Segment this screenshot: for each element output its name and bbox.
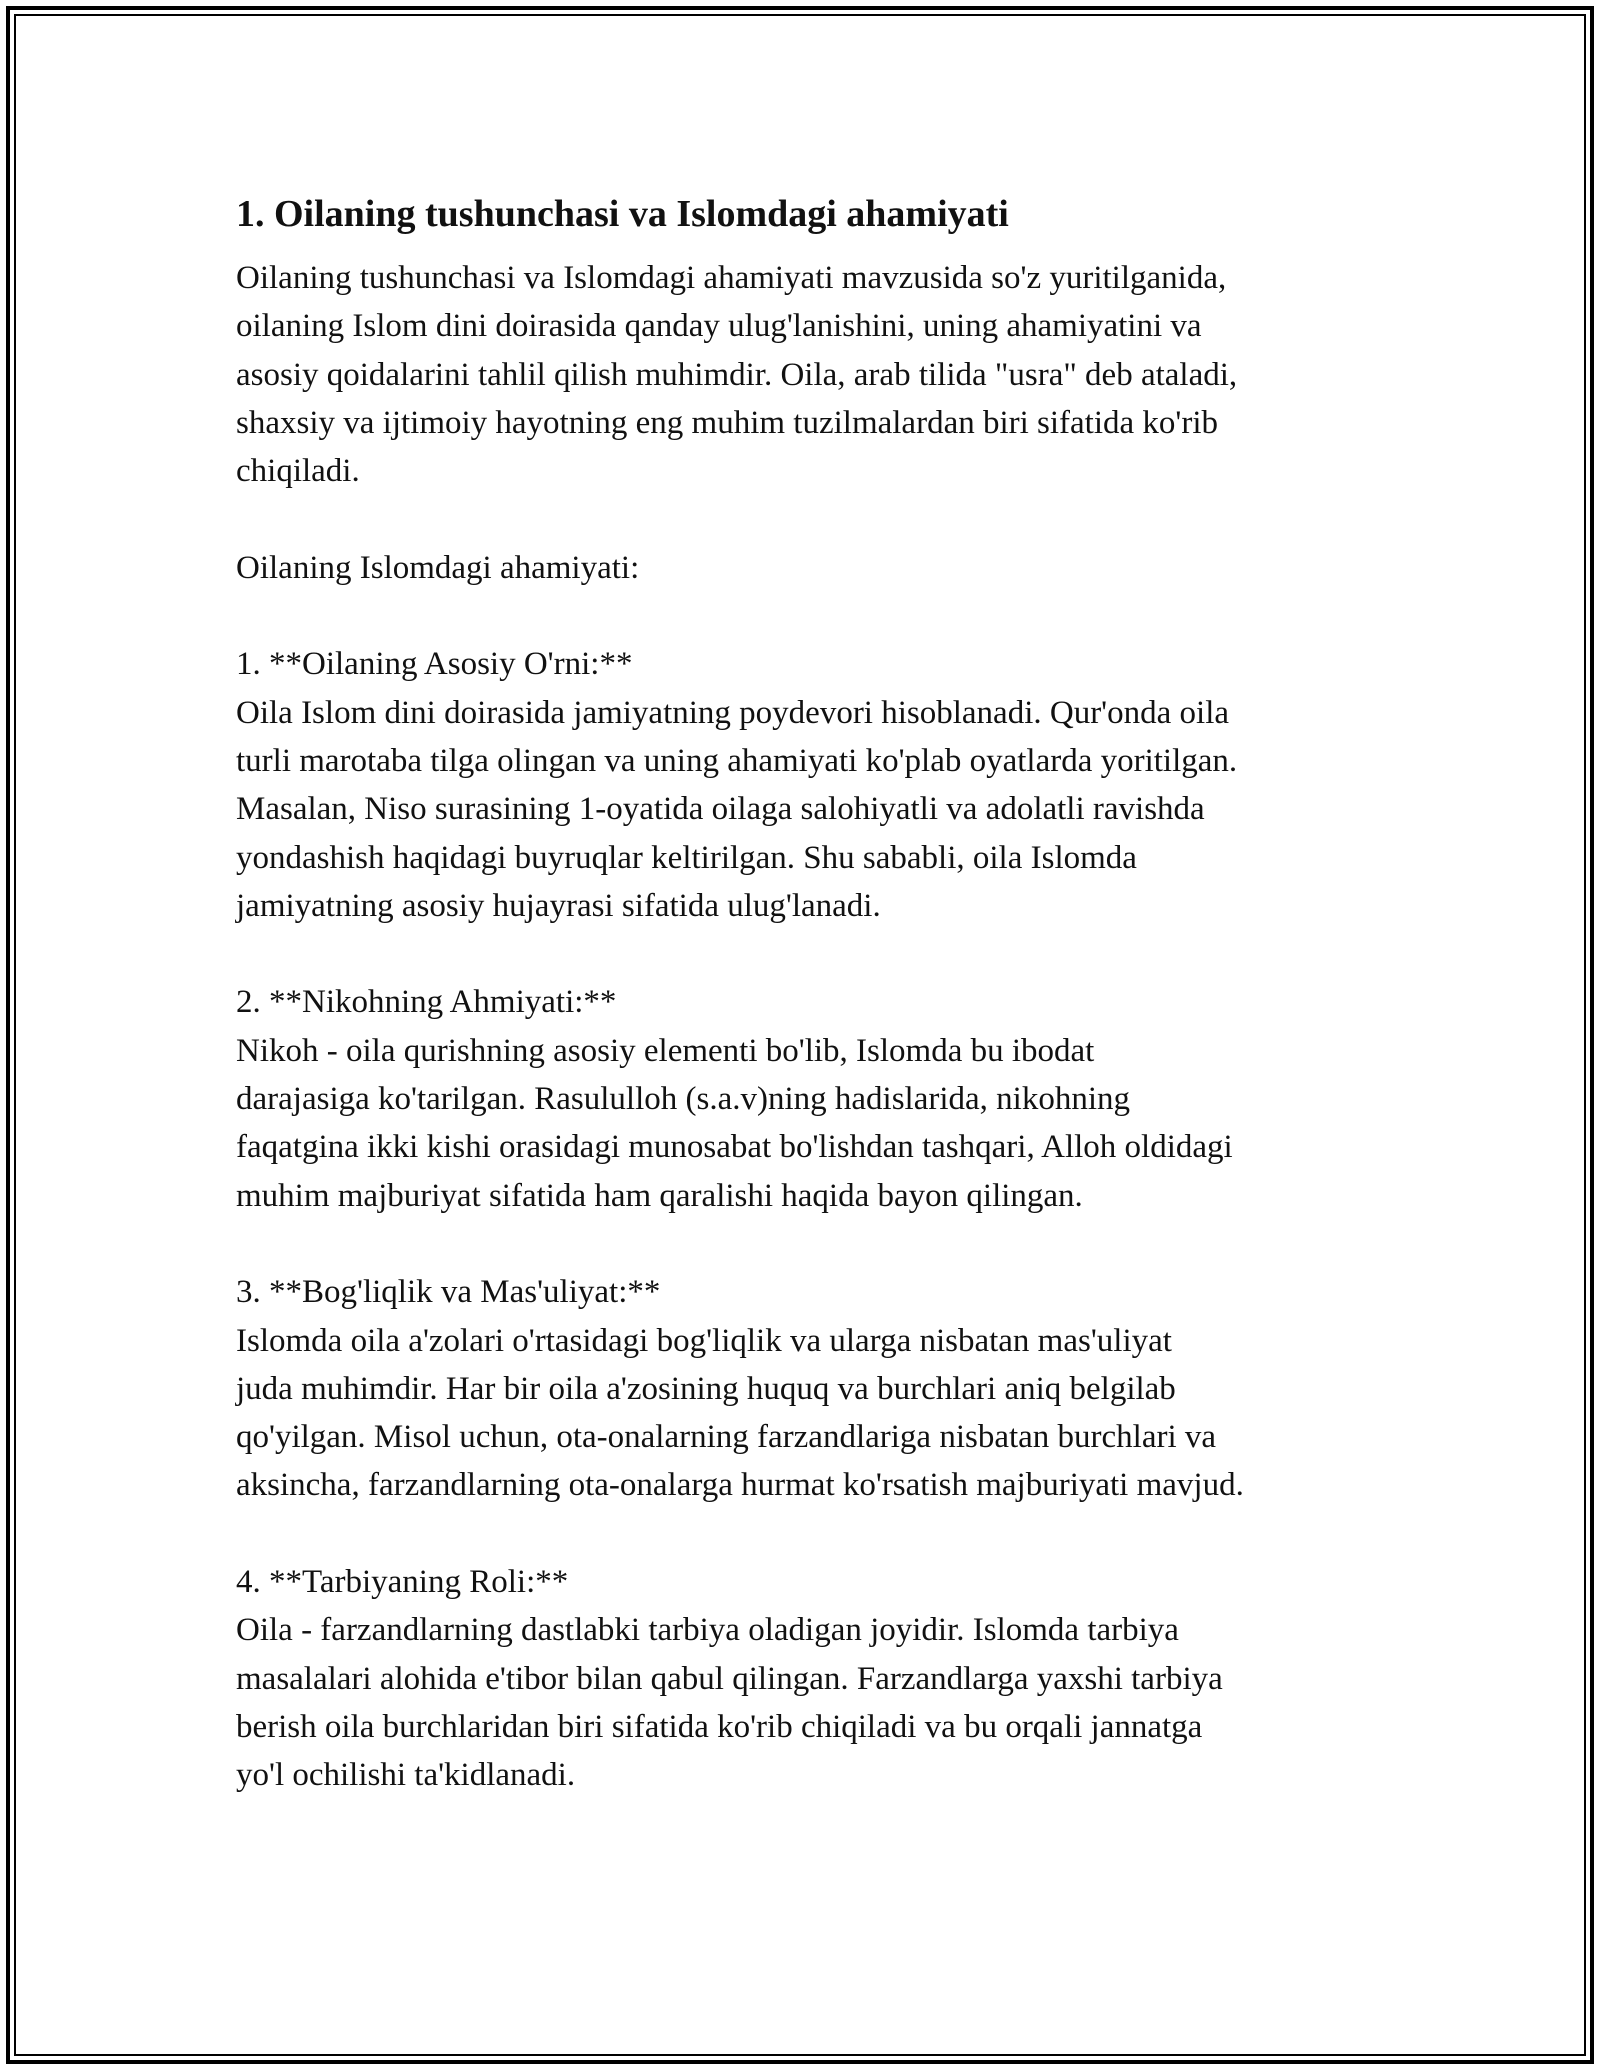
document-content bbox=[236, 186, 1386, 1800]
document-title: 1. Oilaning tushunchasi va Islomdagi ahamiyati bbox=[236, 193, 1009, 235]
document-body: Oilaning tushunchasi va Islomdagi ahamiyati mavzusida so'z yuritilganida, oilaning Islom dini doirasida qanday ulug'lanishini, uning ahamiyatini va asosiy qoidalarini tahlil qilish muhimdir. Oila, arab tilida "usra" deb ataladi, shaxsiy va ijtimoiy hayotning eng muhim tuzilmalardan biri sifatida ko'rib chiqiladi. Oilaning Islomdagi ahamiyati: 1. **Oilaning Asosiy O'rni:** Oila Islom dini doirasida jamiyatning poydevori hisoblanadi. Qur'onda oila turli marotaba tilga olingan va uning ahamiyati ko'plab oyatlarda yoritilgan. Masalan, Niso surasining 1-oyatida oilaga salohiyatli va adolatli ravishda yondashish haqidagi buyruqlar keltirilgan. Shu sababli, oila Islomda jamiyatning asosiy hujayrasi sifatida ulug'lanadi. 2. **Nikohning Ahmiyati:** Nikoh - oila qurishning asosiy elementi bo'lib, Islomda bu ibodat darajasiga ko'tarilgan. Rasululloh (s.a.v)ning hadislarida, nikohning faqatgina ikki kishi orasidagi munosabat bo'lishdan tashqari, Alloh oldidagi muhim majburiyat sifatida ham qaralishi haqida bayon qilingan. 3. **Bog'liqlik va Mas'uliyat:** Islomda oila a'zolari o'rtasidagi bog'liqlik va ularga nisbatan mas'uliyat juda muhimdir. Har bir oila a'zosining huquq va burchlari aniq belgilab qo'yilgan. Misol uchun, ota-onalarning farzandlariga nisbatan burchlari va aksincha, farzandlarning ota-onalarga hurmat ko'rsatish majburiyati mavjud. 4. **Tarbiyaning Roli:** Oila - farzandlarning dastlabki tarbiya oladigan joyidir. Islomda tarbiya masalalari alohida e'tibor bilan qabul qilingan. Farzandlarga yaxshi tarbiya berish oila burchlaridan biri sifatida ko'rib chiqiladi va bu orqali jannatga yo'l ochilishi ta'kidlanadi. bbox=[236, 260, 1244, 1794]
